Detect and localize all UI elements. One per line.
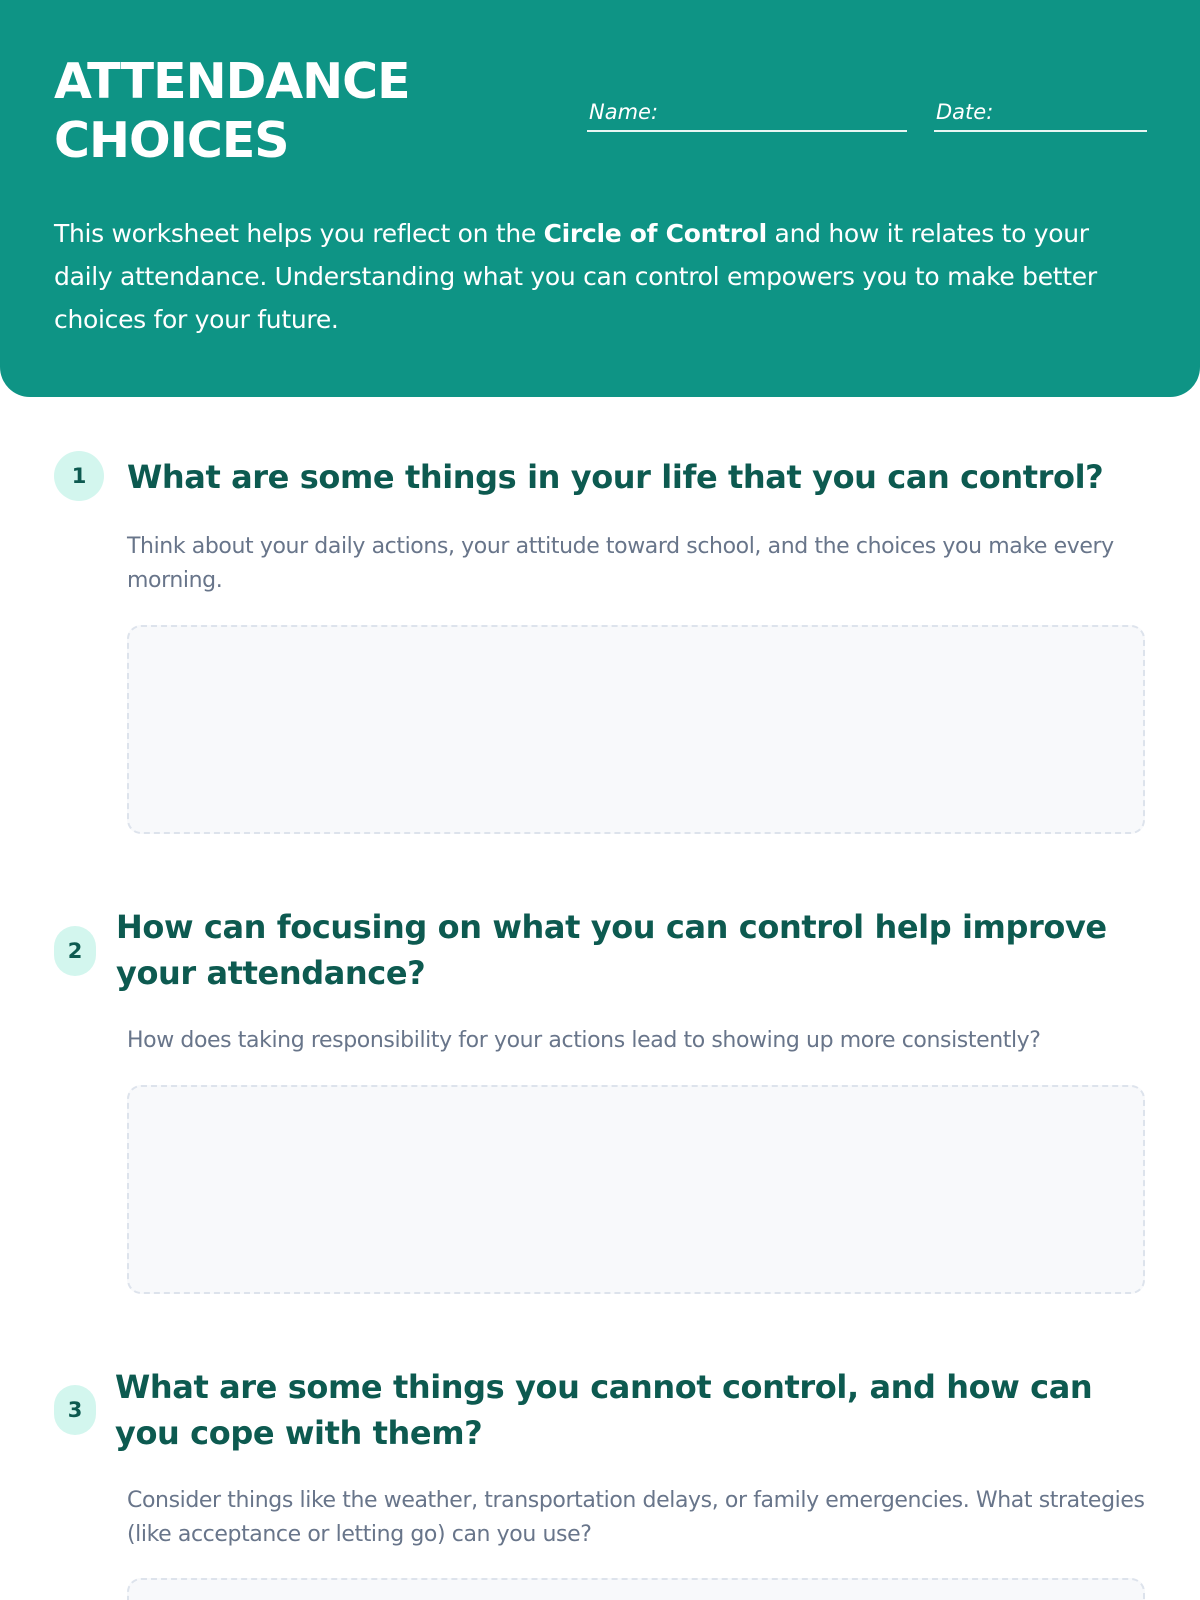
intro-text <box>54 212 1154 341</box>
date-field[interactable] <box>934 96 1147 132</box>
title-line-2: CHOICES <box>54 112 289 169</box>
name-label: Name: <box>589 100 659 124</box>
question-title: What are some things you cannot control, and how can you cope with them? <box>115 1368 1093 1452</box>
name-field[interactable] <box>587 96 907 132</box>
intro-text-start: This worksheet helps you reflect on the <box>54 219 544 248</box>
worksheet-title <box>54 52 410 170</box>
date-label: Date: <box>936 100 994 124</box>
title-line-1: ATTENDANCE <box>54 53 410 110</box>
answer-box[interactable] <box>127 1085 1145 1294</box>
worksheet-header <box>0 0 1200 397</box>
intro-text-end: and how it relates to your daily attendance. Understanding what you can control empowers you to make better choices for your future. <box>54 219 1097 334</box>
question-help-text: Think about your daily actions, your attitude toward school, and the choices you make every morning. <box>127 534 1114 593</box>
question-help-text: Consider things like the weather, transportation delays, or family emergencies. What strategies (like acceptance or letting go) can you use? <box>127 1488 1145 1547</box>
answer-box[interactable] <box>127 625 1145 834</box>
answer-box[interactable] <box>127 1578 1145 1600</box>
question-number-badge: 2 <box>54 926 96 976</box>
question-title: What are some things in your life that you can control? <box>127 458 1104 496</box>
intro-highlight: Circle of Control <box>543 219 767 248</box>
question-number-badge: 3 <box>54 1385 96 1435</box>
question-title: How can focusing on what you can control help improve your attendance? <box>116 908 1107 992</box>
question-number-badge: 1 <box>54 451 104 501</box>
question-help-text: How does taking responsibility for your actions lead to showing up more consistently? <box>127 1028 1041 1053</box>
